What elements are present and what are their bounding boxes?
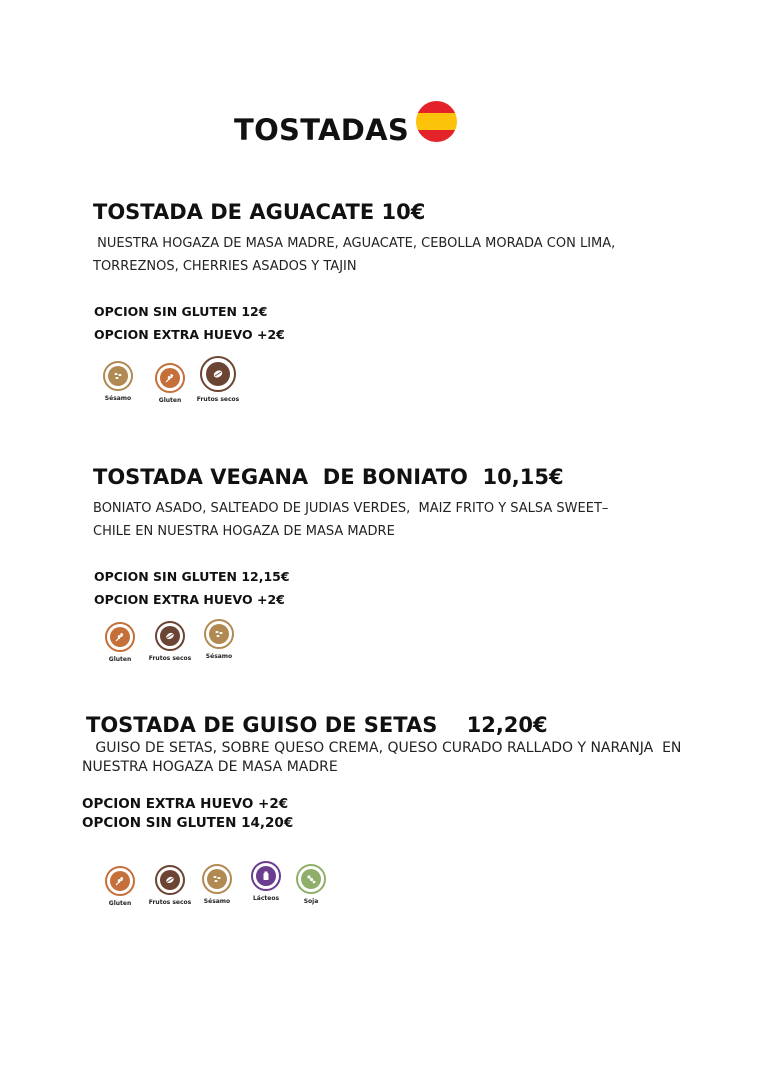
gluten-icon (155, 363, 185, 393)
extra-egg-option: OPCION EXTRA HUEVO +2€ (94, 327, 285, 342)
allergen-label: Sésamo (203, 898, 231, 905)
nuts-icon (200, 356, 236, 392)
nuts-icon (155, 865, 185, 895)
sesame-icon (103, 361, 133, 391)
extra-egg-option: OPCION EXTRA HUEVO +2€ (94, 592, 285, 607)
dish-description-line: NUESTRA HOGAZA DE MASA MADRE (82, 759, 338, 775)
dairy-icon (251, 861, 281, 891)
gluten-free-option: OPCION SIN GLUTEN 14,20€ (82, 815, 294, 831)
extra-egg-option: OPCION EXTRA HUEVO +2€ (82, 796, 289, 812)
dish-title: TOSTADA DE AGUACATE 10€ (93, 200, 426, 224)
allergen-label: Frutos secos (196, 396, 240, 403)
allergen-sesame (189, 619, 249, 669)
allergen-label: Sésamo (104, 395, 132, 402)
dish-description-line: NUESTRA HOGAZA DE MASA MADRE, AGUACATE, CEBOLLA MORADA CON LIMA, (93, 236, 616, 251)
gluten-free-option: OPCION SIN GLUTEN 12,15€ (94, 569, 290, 584)
allergen-soy (281, 864, 341, 914)
allergen-label: Gluten (158, 397, 182, 404)
allergen-label: Sésamo (205, 653, 233, 660)
allergen-label: Lácteos (252, 895, 280, 902)
allergen-nuts (188, 356, 248, 406)
gluten-free-option: OPCION SIN GLUTEN 12€ (94, 304, 268, 319)
dish-description-line: BONIATO ASADO, SALTEADO DE JUDIAS VERDES, MAIZ FRITO Y SALSA SWEET– (93, 501, 609, 516)
soy-icon (296, 864, 326, 894)
dish-title: TOSTADA DE GUISO DE SETAS 12,20€ (86, 713, 548, 737)
allergen-label: Frutos secos (148, 899, 192, 906)
dish-title: TOSTADA VEGANA DE BONIATO 10,15€ (93, 465, 564, 489)
gluten-icon (105, 622, 135, 652)
dish-description-line: CHILE EN NUESTRA HOGAZA DE MASA MADRE (93, 524, 395, 539)
allergen-label: Frutos secos (148, 655, 192, 662)
allergen-label: Gluten (108, 900, 132, 907)
page-title: TOSTADAS (234, 113, 410, 147)
sesame-icon (202, 864, 232, 894)
gluten-icon (105, 866, 135, 896)
allergen-label: Soja (303, 898, 319, 905)
allergen-label: Gluten (108, 656, 132, 663)
dish-description-line: TORREZNOS, CHERRIES ASADOS Y TAJIN (93, 259, 357, 274)
allergen-sesame (88, 361, 148, 411)
nuts-icon (155, 621, 185, 651)
dish-description-line: GUISO DE SETAS, SOBRE QUESO CREMA, QUESO CURADO RALLADO Y NARANJA EN (82, 740, 682, 756)
spain-flag-icon (416, 101, 457, 142)
sesame-icon (204, 619, 234, 649)
